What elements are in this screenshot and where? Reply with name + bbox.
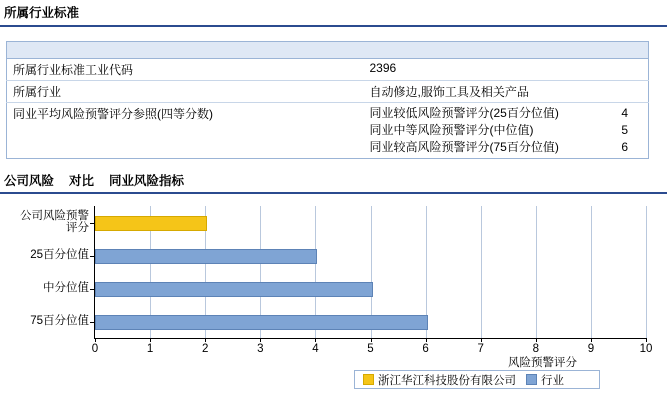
x-axis-tick	[150, 338, 151, 342]
x-axis-tick	[260, 338, 261, 342]
x-axis-tick-label: 8	[532, 343, 539, 355]
row-value-industry: 自动修边,服饰工具及相关产品	[363, 81, 648, 103]
table-header-row	[7, 42, 649, 59]
y-axis-category-label: 中分位值	[43, 281, 89, 294]
chart-bar	[95, 315, 428, 330]
x-axis-tick-label: 3	[257, 343, 264, 355]
row-value-industry-code: 2396	[363, 59, 648, 81]
y-axis-category-label: 25百分位值	[30, 248, 89, 261]
x-axis-tick	[481, 338, 482, 342]
x-axis-tick	[205, 338, 206, 342]
row-value-avg-score	[363, 103, 648, 159]
chart-title-part-compare: 对比	[68, 174, 94, 188]
legend-swatch-company-icon	[363, 374, 374, 385]
chart-bar	[95, 249, 317, 264]
company-risk-section	[0, 171, 667, 394]
x-axis-tick-label: 9	[587, 343, 595, 355]
chart-plot-area	[20, 206, 653, 355]
x-axis-tick-label: 0	[91, 343, 99, 355]
x-axis-tick-label: 7	[477, 343, 484, 355]
x-axis-tick-label: 1	[146, 343, 154, 355]
table-row	[7, 103, 649, 159]
x-axis-tick	[371, 338, 372, 342]
y-axis-category-label: 公司风险预警 评分	[20, 209, 89, 234]
avg-line-mid-value: 5	[621, 123, 628, 137]
y-axis-tick	[90, 322, 95, 323]
avg-line-low-value: 4	[621, 106, 628, 120]
legend-label-industry: 行业	[541, 374, 564, 387]
title-divider	[0, 25, 667, 27]
risk-bar-chart	[0, 194, 667, 394]
row-label-industry: 所属行业	[7, 81, 364, 103]
chart-gridline	[481, 206, 482, 338]
industry-info-table	[6, 41, 649, 159]
chart-bar	[95, 216, 207, 231]
table-row	[7, 81, 649, 103]
industry-standard-section	[0, 0, 667, 159]
legend-item-industry	[526, 372, 564, 388]
y-axis-tick	[90, 289, 95, 290]
avg-line-mid-text: 同业中等风险预警评分(中位值)	[369, 123, 534, 137]
x-axis-tick-label: 2	[201, 343, 209, 355]
row-label-industry-code: 所属行业标准工业代码	[7, 59, 364, 81]
chart-title-part-company: 公司风险	[4, 174, 55, 188]
avg-line-mid	[369, 122, 642, 139]
row-label-avg-score: 同业平均风险预警评分参照(四等分数)	[13, 107, 213, 121]
x-axis-tick	[95, 338, 96, 342]
y-axis-tick	[90, 223, 95, 224]
x-axis-tick-label: 6	[422, 343, 429, 355]
x-axis-tick	[426, 338, 427, 342]
x-axis-tick	[536, 338, 537, 342]
legend-item-company	[363, 372, 516, 388]
avg-line-high-value: 6	[621, 140, 628, 154]
avg-line-high-text: 同业较高风险预警评分(75百分位值)	[369, 140, 559, 154]
y-axis-category-label: 75百分位值	[30, 314, 89, 327]
y-axis-tick	[90, 256, 95, 257]
legend-label-company: 浙江华江科技股份有限公司	[378, 374, 516, 387]
avg-line-low	[369, 105, 642, 122]
avg-line-low-text: 同业较低风险预警评分(25百分位值)	[369, 106, 559, 120]
chart-bar	[95, 282, 373, 297]
x-axis-title: 风险预警评分	[508, 357, 577, 369]
chart-title-part-industry: 同业风险指标	[108, 174, 184, 188]
x-axis-tick	[646, 338, 647, 342]
table-row	[7, 59, 649, 81]
chart-gridline	[536, 206, 537, 338]
page-title: 所属行业标准	[4, 6, 80, 20]
x-axis-tick-label: 10	[639, 343, 653, 355]
chart-section-title	[0, 171, 667, 189]
x-axis-tick	[315, 338, 316, 342]
chart-gridline	[591, 206, 592, 338]
legend-swatch-industry-icon	[526, 374, 537, 385]
x-axis-tick	[591, 338, 592, 342]
chart-gridline	[646, 206, 647, 338]
avg-line-high	[369, 139, 642, 156]
x-axis-tick-label: 4	[312, 343, 319, 355]
x-axis-tick-label: 5	[367, 343, 374, 355]
chart-legend	[354, 370, 600, 389]
